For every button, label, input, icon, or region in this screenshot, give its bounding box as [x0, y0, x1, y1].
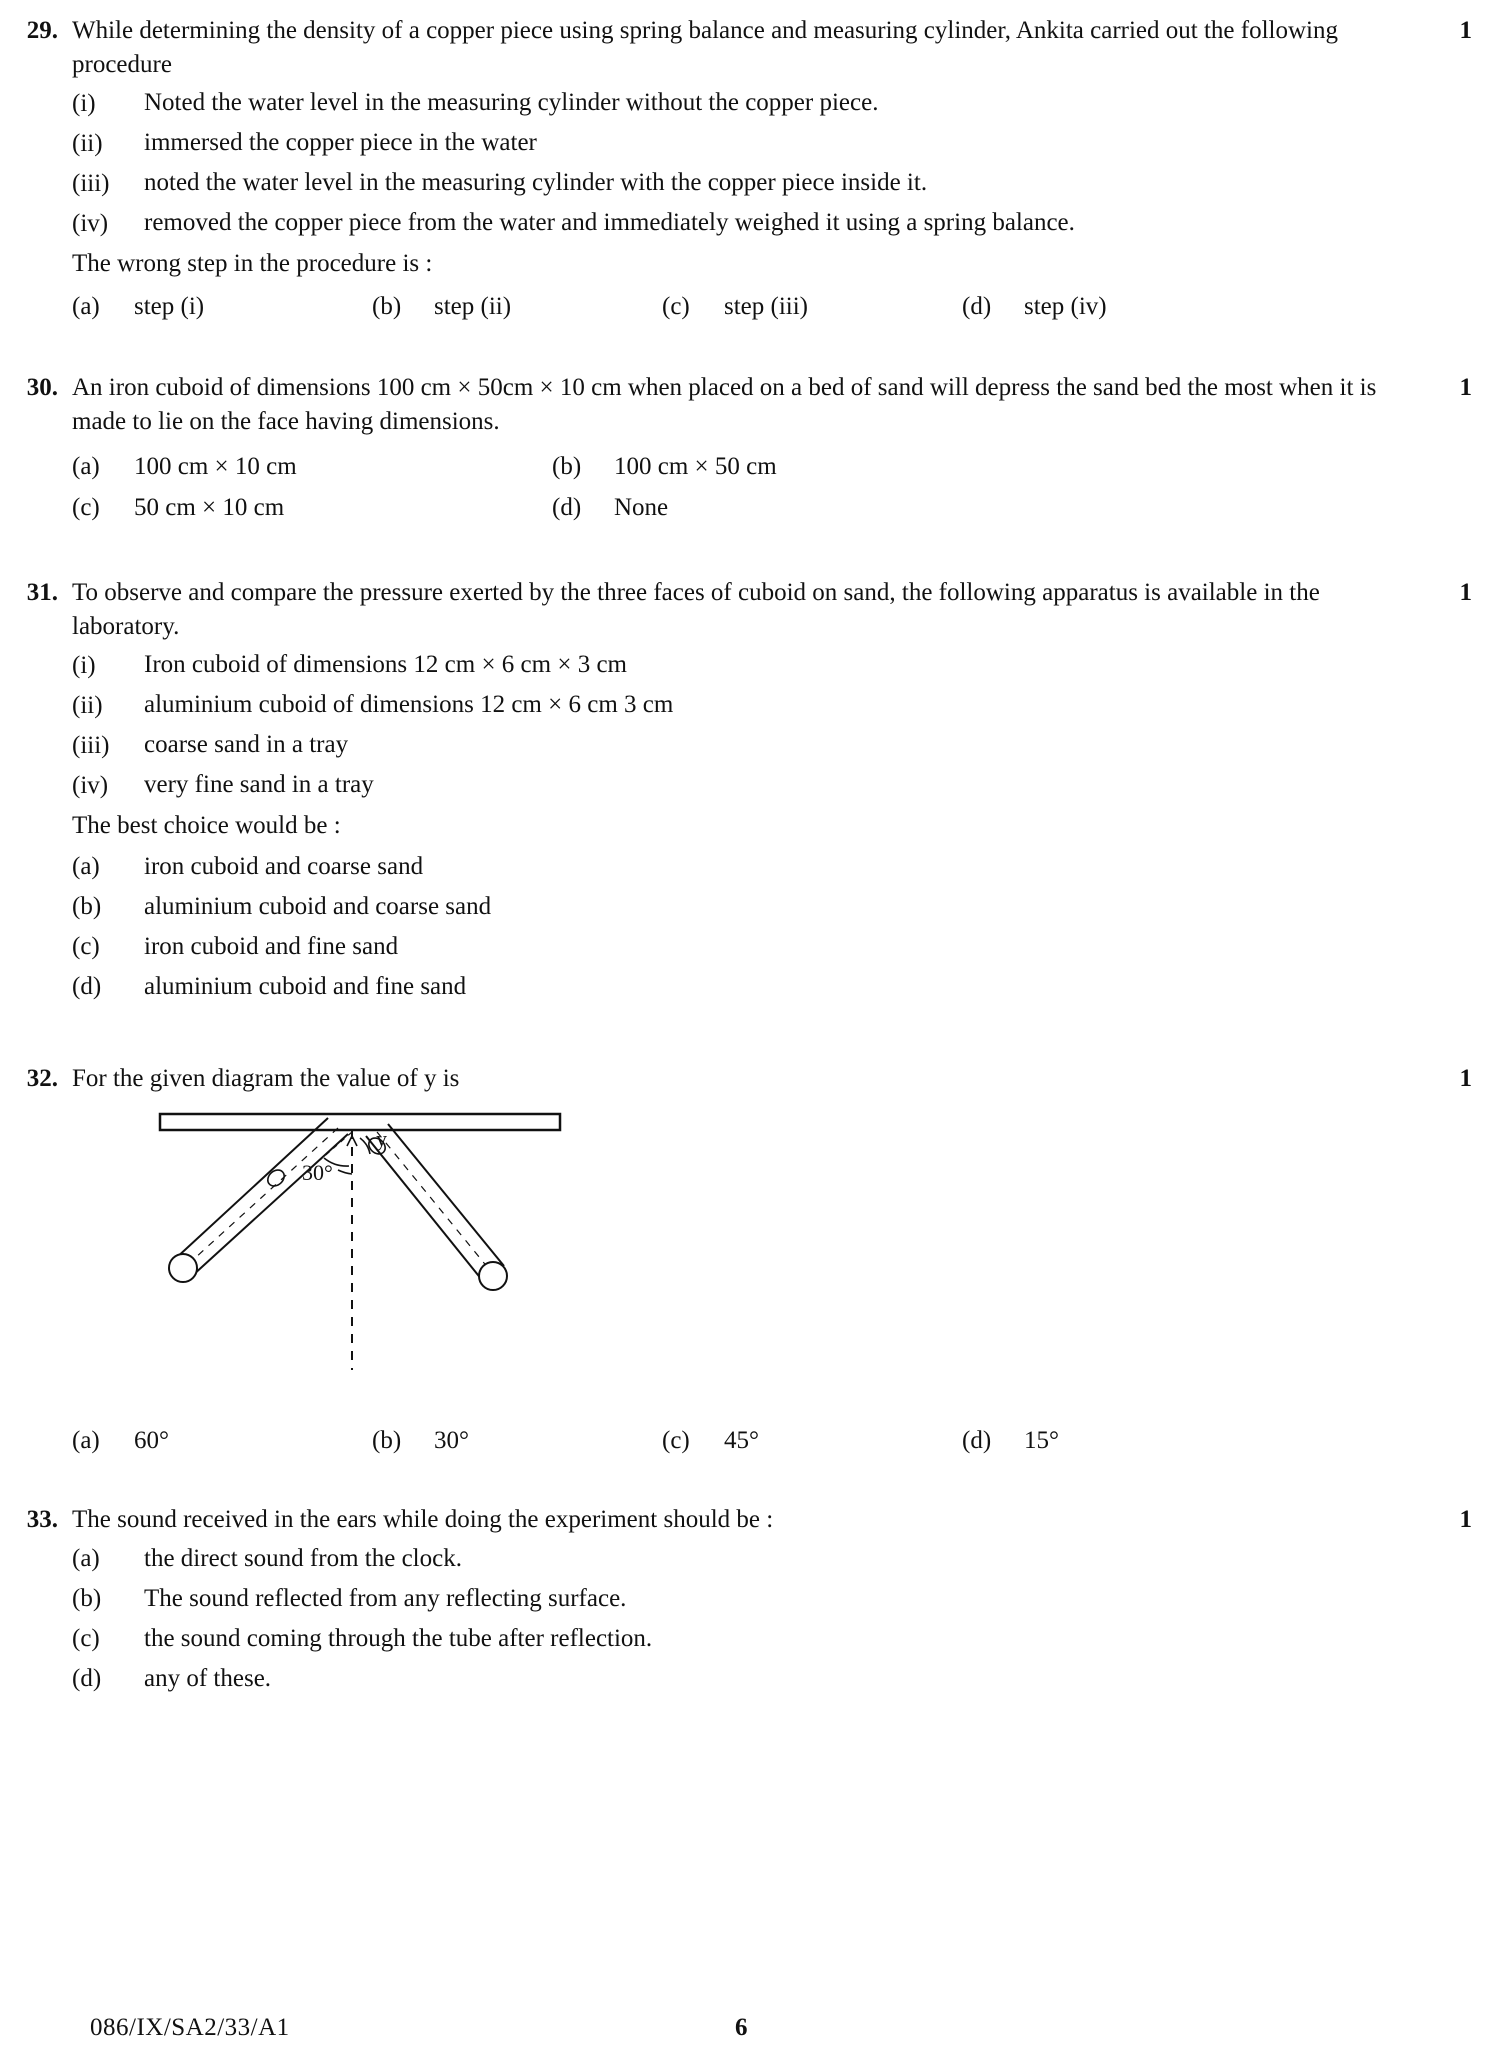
step-text: Noted the water level in the measuring cylinder without the copper piece. [144, 89, 879, 116]
option-label: (d) [962, 293, 992, 320]
option-text: 15° [1024, 1426, 1059, 1454]
marks-value: 1 [1459, 1505, 1472, 1533]
question-number: 33. [26, 1505, 58, 1533]
option-text: any of these. [144, 1665, 272, 1692]
question-32 [0, 1062, 1504, 1457]
option-b[interactable] [72, 1582, 1394, 1615]
item-label: (i) [72, 652, 96, 679]
question-number: 30. [26, 374, 58, 401]
question-29 [0, 14, 1504, 323]
question-number: 32. [26, 1065, 58, 1092]
option-a[interactable] [72, 1424, 372, 1457]
option-d[interactable] [72, 1662, 1394, 1695]
step-label: (iv) [72, 210, 109, 237]
option-c[interactable] [662, 290, 962, 323]
page-number: 6 [735, 2014, 748, 2041]
list-item [72, 207, 1394, 240]
list-item [72, 127, 1394, 160]
question-33 [0, 1503, 1504, 1703]
question-stem: For the given diagram the value of y is [72, 1065, 460, 1092]
options-row [72, 491, 1394, 524]
option-label: (b) [72, 1585, 102, 1612]
step-label: (iii) [72, 170, 110, 197]
option-label: (c) [72, 494, 100, 521]
option-b[interactable] [372, 1424, 662, 1457]
list-item [72, 87, 1394, 120]
question-stem: To observe and compare the pressure exerted by the three faces of cuboid on sand, the following apparatus is available in the laboratory. [72, 579, 1320, 640]
option-text: 45° [724, 1426, 759, 1454]
option-text: 60° [134, 1426, 169, 1454]
item-text: Iron cuboid of dimensions 12 cm × 6 cm × 3 cm [144, 651, 627, 678]
option-label: (a) [72, 1426, 100, 1454]
item-label: (iv) [72, 772, 109, 799]
option-label: (a) [72, 293, 100, 320]
option-label: (a) [72, 853, 100, 880]
question-stem: While determining the density of a copper piece using spring balance and measuring cylinder, Ankita carried out the following procedure [72, 17, 1338, 78]
option-c[interactable] [72, 930, 1394, 963]
option-d[interactable] [72, 970, 1394, 1003]
option-a[interactable] [72, 1542, 1394, 1575]
question-number: 31. [26, 579, 58, 606]
options-list [72, 1542, 1394, 1695]
step-text: noted the water level in the measuring cylinder with the copper piece inside it. [144, 169, 928, 196]
option-text: aluminium cuboid and coarse sand [144, 893, 492, 920]
option-b[interactable] [552, 450, 952, 483]
option-label: (b) [372, 293, 402, 320]
marks-value: 1 [1459, 579, 1472, 606]
option-c[interactable] [72, 491, 552, 524]
option-text: aluminium cuboid and fine sand [144, 973, 467, 1000]
paper-code: 086/IX/SA2/33/A1 [90, 2014, 290, 2041]
option-text: the sound coming through the tube after reflection. [144, 1625, 653, 1652]
list-item [72, 167, 1394, 200]
option-label: (a) [72, 453, 100, 480]
options-row [72, 1424, 1394, 1457]
option-label: (c) [72, 1625, 100, 1652]
question-body [72, 1503, 1504, 1703]
mirror-bar [160, 1114, 560, 1130]
list-item [72, 689, 1394, 722]
angle-label-y: y [376, 1125, 387, 1151]
option-text: iron cuboid and coarse sand [144, 853, 424, 880]
option-c[interactable] [72, 1622, 1394, 1655]
diagram-svg [152, 1108, 572, 1408]
marks-value: 1 [1459, 374, 1472, 401]
option-a[interactable] [72, 450, 552, 483]
question-body [72, 371, 1504, 524]
option-d[interactable] [962, 290, 1107, 323]
option-a[interactable] [72, 850, 1394, 883]
list-item [72, 769, 1394, 802]
option-d[interactable] [962, 1424, 1059, 1457]
option-text: step (i) [134, 293, 205, 320]
option-text: 30° [434, 1426, 469, 1454]
option-b[interactable] [72, 890, 1394, 923]
item-text: aluminium cuboid of dimensions 12 cm × 6 cm 3 cm [144, 691, 674, 718]
option-label: (b) [372, 1426, 402, 1454]
reflection-diagram [152, 1108, 572, 1408]
option-text: The sound reflected from any reflecting surface. [144, 1585, 627, 1612]
option-text: 100 cm × 50 cm [614, 453, 777, 480]
option-text: 50 cm × 10 cm [134, 494, 285, 521]
item-label: (iii) [72, 732, 110, 759]
question-body [72, 576, 1504, 1010]
option-a[interactable] [72, 290, 372, 323]
option-label: (d) [72, 973, 102, 1000]
option-label: (a) [72, 1545, 100, 1572]
question-number: 29. [26, 17, 58, 44]
option-text: iron cuboid and fine sand [144, 933, 399, 960]
option-text: the direct sound from the clock. [144, 1545, 462, 1572]
option-text: step (iv) [1024, 293, 1107, 320]
exam-page [0, 14, 1504, 2048]
step-text: immersed the copper piece in the water [144, 129, 537, 156]
step-label: (i) [72, 90, 96, 117]
option-c[interactable] [662, 1424, 962, 1457]
option-label: (b) [552, 453, 582, 480]
options-row [72, 450, 1394, 483]
option-label: (b) [72, 893, 102, 920]
list-item [72, 729, 1394, 762]
option-d[interactable] [552, 491, 952, 524]
option-label: (d) [962, 1426, 992, 1454]
question-30 [0, 371, 1504, 524]
options-list [72, 850, 1394, 1003]
item-text: very fine sand in a tray [144, 771, 374, 798]
angle-arc-30 [338, 1170, 352, 1174]
question-body [72, 1062, 1504, 1457]
option-label: (c) [662, 293, 690, 320]
question-lead: The best choice would be : [72, 812, 341, 839]
question-lead: The wrong step in the procedure is : [72, 250, 433, 277]
option-text: step (iii) [724, 293, 809, 320]
option-b[interactable] [372, 290, 662, 323]
options-row [72, 290, 1394, 323]
question-stem: An iron cuboid of dimensions 100 cm × 50cm × 10 cm when placed on a bed of sand will depress the sand bed the most when it is made to lie on the face having dimensions. [72, 374, 1377, 435]
apparatus-list [72, 649, 1394, 802]
list-item [72, 649, 1394, 682]
marks-value: 1 [1459, 17, 1472, 44]
incident-tube [169, 1118, 348, 1282]
step-list [72, 87, 1394, 240]
option-text: 100 cm × 10 cm [134, 453, 297, 480]
option-text: step (ii) [434, 293, 512, 320]
angle-label-30: 30° [302, 1159, 333, 1185]
option-label: (c) [662, 1426, 690, 1454]
question-stem: The sound received in the ears while doing the experiment should be : [72, 1505, 774, 1533]
marks-value: 1 [1459, 1065, 1472, 1092]
question-body [72, 14, 1504, 323]
option-label: (c) [72, 933, 100, 960]
question-31 [0, 576, 1504, 1010]
option-label: (d) [552, 494, 582, 521]
step-text: removed the copper piece from the water and immediately weighed it using a spring balance. [144, 209, 1075, 236]
step-label: (ii) [72, 130, 103, 157]
item-label: (ii) [72, 692, 103, 719]
option-label: (d) [72, 1665, 102, 1692]
item-text: coarse sand in a tray [144, 731, 349, 758]
option-text: None [614, 494, 669, 521]
